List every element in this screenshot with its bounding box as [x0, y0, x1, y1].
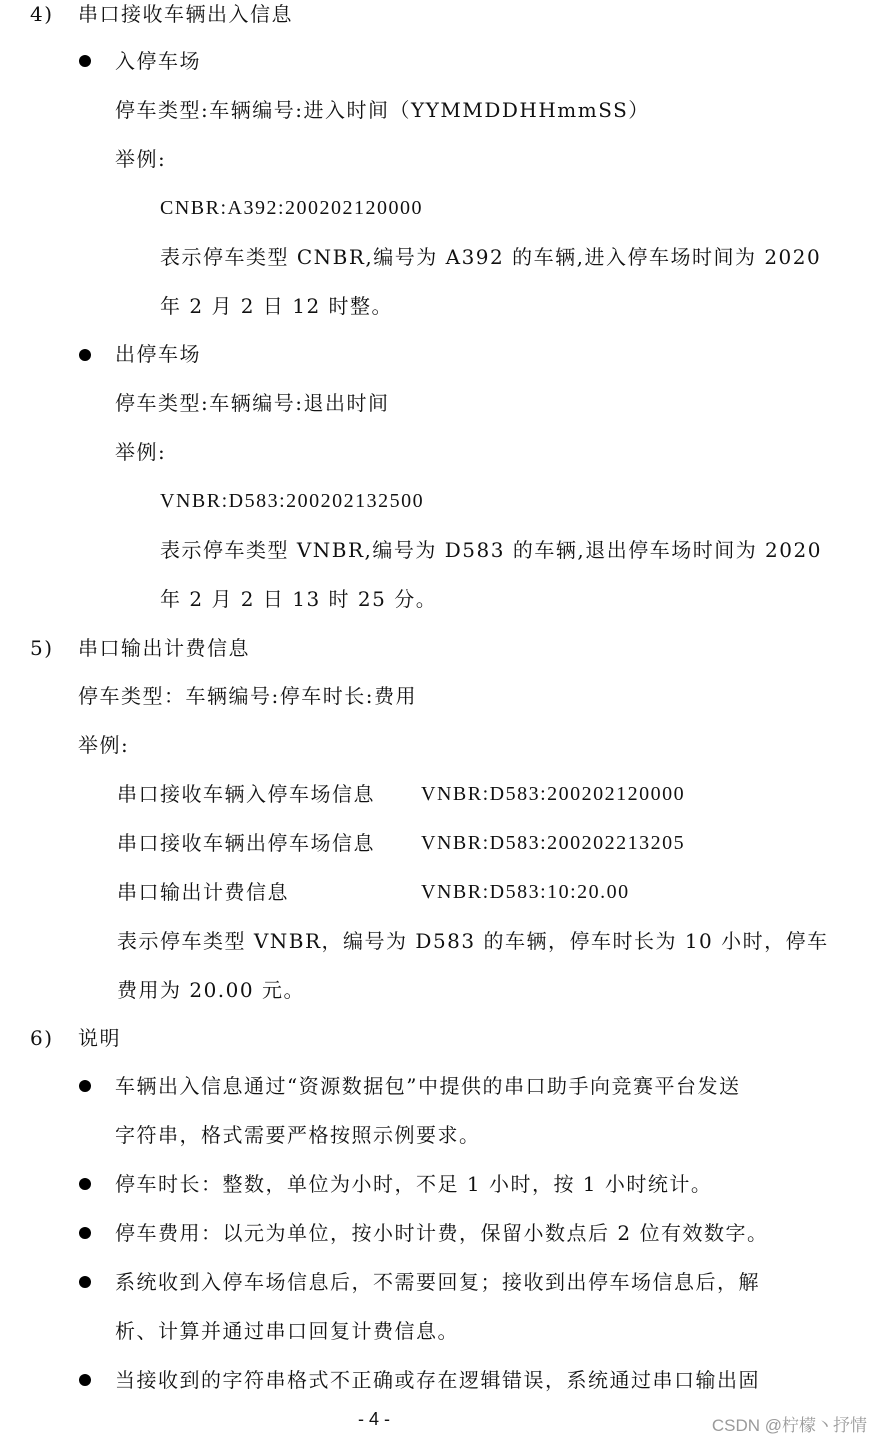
charge-explain-line-1: 表示停车类型 VNBR，编号为 D583 的车辆，停车时长为 10 小时，停车 [117, 929, 829, 953]
bullet-enter [79, 55, 91, 67]
exit-explain-line-2: 年 2 月 2 日 13 时 25 分。 [160, 587, 438, 611]
exit-heading: 出停车场 [115, 342, 201, 366]
section-4-number: 4) [30, 2, 54, 26]
example-row-value: VNBR:D583:200202213205 [421, 832, 686, 854]
example-row-value: VNBR:D583:10:20.00 [421, 881, 630, 903]
section-5-number: 5) [30, 636, 54, 660]
enter-example-label: 举例: [115, 147, 167, 171]
example-row-label: 串口接收车辆入停车场信息 [117, 782, 375, 806]
enter-explain-line-1: 表示停车类型 CNBR,编号为 A392 的车辆,进入停车场时间为 2020 [160, 245, 822, 269]
charge-explain-line-2: 费用为 20.00 元。 [117, 978, 305, 1002]
bullet-note-3 [79, 1227, 91, 1239]
bullet-exit [79, 349, 91, 361]
page-number: - 4 - [358, 1409, 391, 1429]
section-6-title: 说明 [78, 1026, 121, 1050]
watermark: CSDN @柠檬丶抒情 [711, 1416, 867, 1435]
note-3: 停车费用：以元为单位，按小时计费，保留小数点后 2 位有效数字。 [115, 1221, 769, 1245]
note-5: 当接收到的字符串格式不正确或存在逻辑错误，系统通过串口输出固 [115, 1368, 760, 1392]
section-6-number: 6) [30, 1026, 54, 1050]
example-row-label: 串口输出计费信息 [117, 880, 289, 904]
exit-example-label: 举例: [115, 440, 167, 464]
exit-explain-line-1: 表示停车类型 VNBR,编号为 D583 的车辆,退出停车场时间为 2020 [160, 538, 822, 562]
enter-example: CNBR:A392:200202120000 [160, 197, 424, 219]
example-row-value: VNBR:D583:200202120000 [421, 783, 686, 805]
section-5-title: 串口输出计费信息 [78, 636, 250, 660]
charge-example-label: 举例: [78, 733, 130, 757]
bullet-note-1 [79, 1080, 91, 1092]
enter-heading: 入停车场 [115, 49, 201, 73]
note-1-line-2: 字符串，格式需要严格按照示例要求。 [115, 1123, 481, 1147]
exit-example: VNBR:D583:200202132500 [160, 490, 425, 512]
note-1-line-1: 车辆出入信息通过“资源数据包”中提供的串口助手向竞赛平台发送 [115, 1074, 741, 1098]
bullet-note-2 [79, 1178, 91, 1190]
bullet-note-5 [79, 1374, 91, 1386]
note-4-line-1: 系统收到入停车场信息后，不需要回复；接收到出停车场信息后，解 [115, 1270, 760, 1294]
charge-format: 停车类型：车辆编号:停车时长:费用 [78, 684, 417, 708]
example-row-label: 串口接收车辆出停车场信息 [117, 831, 375, 855]
enter-explain-line-2: 年 2 月 2 日 12 时整。 [160, 294, 394, 318]
enter-format: 停车类型:车辆编号:进入时间（YYMMDDHHmmSS） [115, 98, 650, 122]
section-4-title: 串口接收车辆出入信息 [78, 2, 293, 26]
note-2: 停车时长：整数，单位为小时，不足 1 小时，按 1 小时统计。 [115, 1172, 713, 1196]
bullet-note-4 [79, 1276, 91, 1288]
note-4-line-2: 析、计算并通过串口回复计费信息。 [115, 1319, 459, 1343]
exit-format: 停车类型:车辆编号:退出时间 [115, 391, 390, 415]
